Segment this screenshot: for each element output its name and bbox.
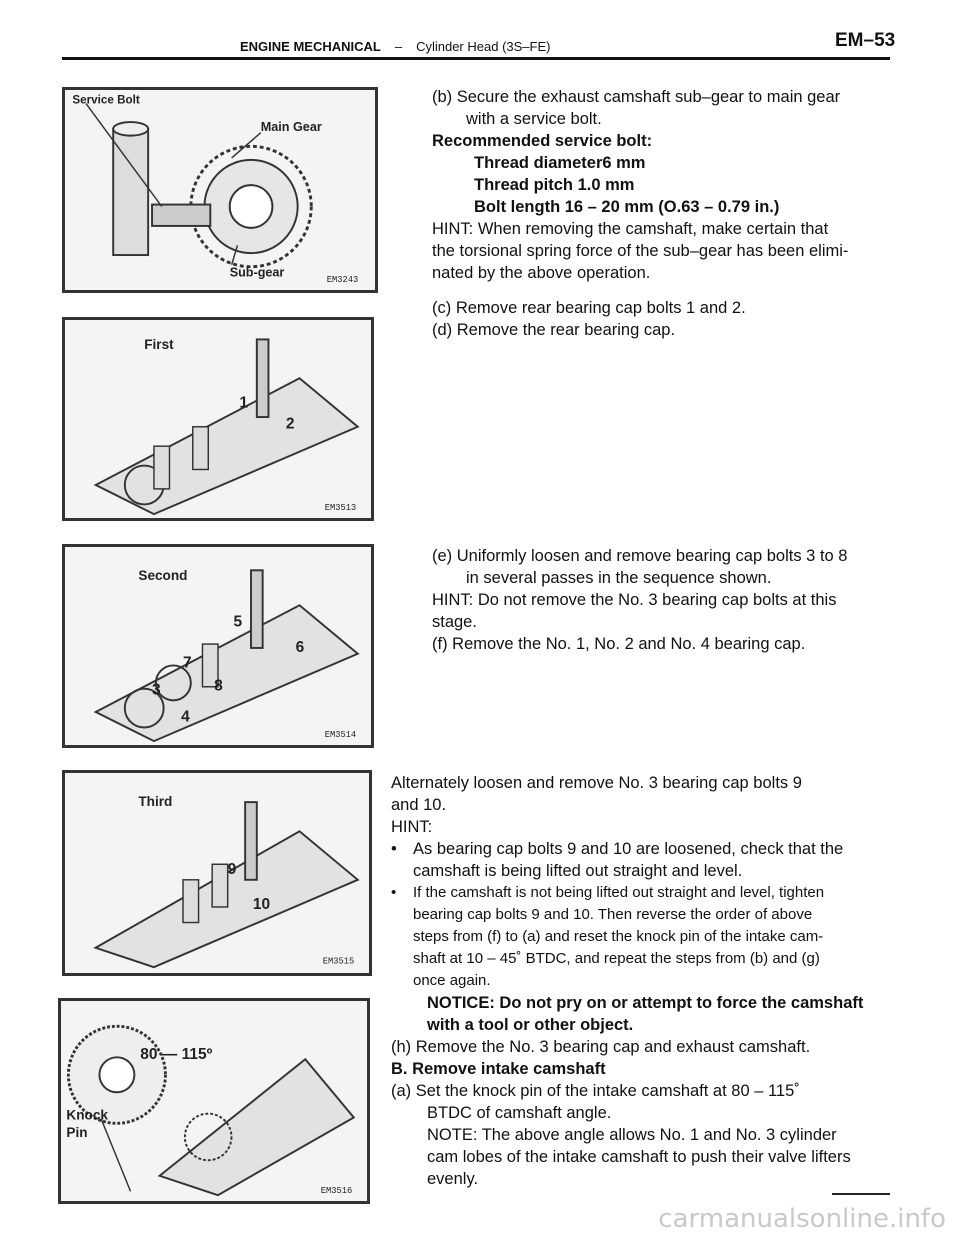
header-section: ENGINE MECHANICAL [240,39,381,54]
label-angle: 80 — 115º [140,1046,213,1064]
label-first: First [144,337,174,353]
note-line2: cam lobes of the intake camshaft to push their valve lifters [427,1148,851,1166]
notice-line2: with a tool or other object. [427,1016,634,1034]
label-bolt-1: 1 [239,394,248,412]
note-line1: NOTE: The above angle allows No. 1 and No. 3 cylinder [427,1126,837,1144]
bullet2-line1: If the camshaft is not being lifted out straight and level, tighten [413,884,825,901]
label-third: Third [138,794,173,810]
header-rule [62,57,890,60]
figure-first-drawing [65,320,371,518]
note-line3: evenly. [427,1170,479,1188]
figure-code: EM3516 [320,1186,353,1197]
figure-code: EM3515 [322,956,355,967]
recommended-bolt-title: Recommended service bolt: [432,132,653,150]
step-b-line1: (b) Secure the exhaust camshaft sub–gear to main gear [432,88,841,106]
header-separator: – [394,39,403,54]
hint-line1: HINT: When removing the camshaft, make certain that [432,220,829,238]
watermark: carmanualsonline.info [658,1204,946,1234]
bullet2-line4: shaft at 10 – 45˚ BTDC, and repeat the steps from (b) and (g) [413,950,820,967]
label-pin: Pin [66,1124,88,1140]
hint-bullet-2 [391,882,881,992]
running-header [240,39,550,54]
label-bolt-4: 4 [181,708,190,726]
page-number: EM–53 [835,30,896,51]
bullet2-line3: steps from (f) to (a) and reset the knock pin of the intake cam- [413,928,824,945]
label-bolt-10: 10 [252,895,271,913]
bullet1-line2: camshaft is being lifted out straight and level. [413,862,743,880]
label-knock: Knock [66,1107,108,1123]
figure-first [62,317,374,521]
figure-second-drawing [65,547,371,745]
figure-second [62,544,374,748]
step-h: (h) Remove the No. 3 bearing cap and exhaust camshaft. [391,1038,811,1056]
step-f: (f) Remove the No. 1, No. 2 and No. 4 bearing cap. [432,635,806,653]
label-service-bolt: Service Bolt [72,93,140,107]
label-bolt-3: 3 [152,681,161,699]
figure-code: EM3513 [324,503,357,514]
bullet-icon: • [391,840,397,858]
figure-knock-pin [58,998,370,1204]
figure-code: EM3514 [324,730,357,741]
text-block-third [391,772,881,1190]
recommended-thread-diameter: Thread diameter6 mm [474,154,646,172]
step-e-line1: (e) Uniformly loosen and remove bearing cap bolts 3 to 8 [432,547,848,565]
notice-line1: NOTICE: Do not pry on or attempt to force the camshaft [427,994,864,1012]
text-block-rear-cap [432,297,884,341]
label-second: Second [138,568,188,583]
figure-service-bolt-drawing [65,90,375,290]
text-block-service-bolt [432,86,884,284]
label-bolt-5: 5 [233,613,243,631]
hint-line3: nated by the above operation. [432,264,651,282]
label-main-gear: Main Gear [260,119,322,134]
step-e-line2: in several passes in the sequence shown. [466,569,772,587]
step-g-line2: and 10. [391,796,447,814]
figure-third-drawing [65,773,369,973]
section-b-title: B. Remove intake camshaft [391,1060,606,1078]
bullet1-line1: As bearing cap bolts 9 and 10 are loosened, check that the [413,840,844,858]
step-d: (d) Remove the rear bearing cap. [432,321,676,339]
footer-rule [832,1193,890,1195]
label-bolt-9: 9 [227,860,237,878]
figure-service-bolt [62,87,378,293]
figure-knock-pin-drawing [61,1001,367,1201]
step-g-line1: Alternately loosen and remove No. 3 bearing cap bolts 9 [391,774,802,792]
text-block-second [432,545,884,655]
label-bolt-7: 7 [183,654,192,672]
hint-line2: the torsional spring force of the sub–gear has been elimi- [432,242,849,260]
figure-code: EM3243 [326,275,359,286]
label-bolt-2: 2 [285,415,295,433]
header-subsection: Cylinder Head (3S–FE) [416,39,551,54]
step-c: (c) Remove rear bearing cap bolts 1 and 2. [432,299,746,317]
recommended-thread-pitch: Thread pitch 1.0 mm [474,176,635,194]
label-sub-gear: Sub-gear [229,265,285,280]
hint-line2: stage. [432,613,477,631]
hint-bullet-1 [391,838,881,882]
hint-label: HINT: [391,818,433,836]
hint-line1: HINT: Do not remove the No. 3 bearing cap bolts at this [432,591,837,609]
step-b-line2: with a service bolt. [466,110,602,128]
bullet2-line2: bearing cap bolts 9 and 10. Then reverse the order of above [413,906,813,923]
bullet-icon: • [391,884,397,901]
step-a-line1: (a) Set the knock pin of the intake camshaft at 80 – 115˚ [391,1082,800,1100]
recommended-bolt-length: Bolt length 16 – 20 mm (O.63 – 0.79 in.) [474,198,780,216]
step-a-line2: BTDC of camshaft angle. [427,1104,612,1122]
figure-third [62,770,372,976]
label-bolt-8: 8 [214,677,223,695]
label-bolt-6: 6 [295,638,305,656]
bullet2-line5: once again. [413,972,491,989]
